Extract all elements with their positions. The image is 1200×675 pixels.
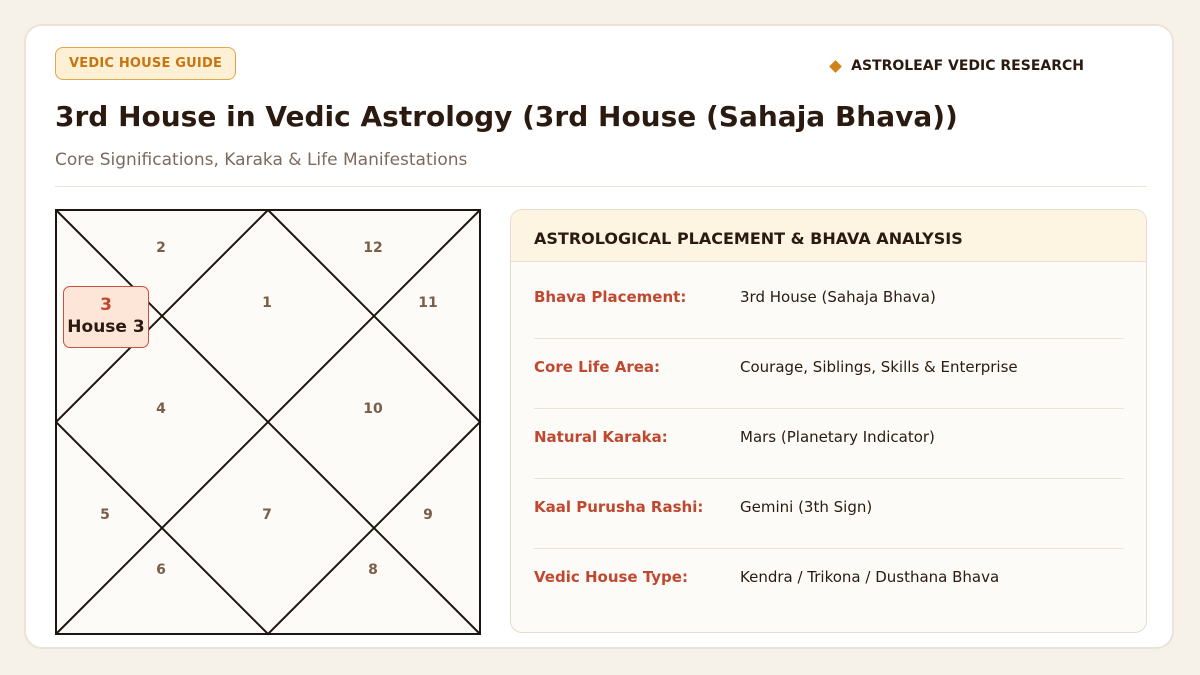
brand bbox=[831, 58, 1084, 74]
row-value: Courage, Siblings, Skills & Enterprise bbox=[740, 358, 1018, 376]
highlighted-house bbox=[63, 286, 149, 348]
row-value: Mars (Planetary Indicator) bbox=[740, 428, 935, 446]
highlighted-house-label: House 3 bbox=[67, 317, 145, 337]
house-number: 1 bbox=[262, 295, 272, 311]
row-label: Natural Karaka: bbox=[534, 428, 668, 446]
house-number: 4 bbox=[156, 401, 166, 417]
row-label: Kaal Purusha Rashi: bbox=[534, 498, 704, 516]
house-number: 12 bbox=[363, 240, 383, 256]
section-badge: VEDIC HOUSE GUIDE bbox=[55, 47, 236, 80]
row-value: Kendra / Trikona / Dusthana Bhava bbox=[740, 568, 1000, 586]
header-divider bbox=[55, 186, 1147, 187]
house-number: 8 bbox=[368, 562, 378, 578]
house-number: 10 bbox=[363, 401, 383, 417]
diamond-icon bbox=[829, 60, 842, 73]
house-number: 6 bbox=[156, 562, 166, 578]
row-label: Vedic House Type: bbox=[534, 568, 688, 586]
chart-lines bbox=[55, 209, 482, 636]
north-indian-chart bbox=[55, 209, 482, 636]
analysis-row bbox=[534, 269, 1124, 339]
analysis-row bbox=[534, 549, 1124, 619]
house-number: 7 bbox=[262, 507, 272, 523]
analysis-row bbox=[534, 479, 1124, 549]
row-label: Bhava Placement: bbox=[534, 288, 687, 306]
analysis-panel bbox=[510, 209, 1147, 633]
panel-heading: ASTROLOGICAL PLACEMENT & BHAVA ANALYSIS bbox=[511, 210, 1146, 262]
page-subtitle: Core Significations, Karaka & Life Manifestations bbox=[55, 150, 468, 170]
house-number: 9 bbox=[423, 507, 433, 523]
house-number: 5 bbox=[100, 507, 110, 523]
highlighted-house-number: 3 bbox=[100, 295, 112, 315]
guide-card bbox=[24, 24, 1174, 649]
house-number: 11 bbox=[418, 295, 438, 311]
row-value: 3rd House (Sahaja Bhava) bbox=[740, 288, 936, 306]
page-title: 3rd House in Vedic Astrology (3rd House (Sahaja Bhava)) bbox=[55, 100, 958, 133]
analysis-row bbox=[534, 339, 1124, 409]
house-number: 2 bbox=[156, 240, 166, 256]
row-value: Gemini (3th Sign) bbox=[740, 498, 873, 516]
row-label: Core Life Area: bbox=[534, 358, 661, 376]
analysis-row bbox=[534, 409, 1124, 479]
brand-name: ASTROLEAF VEDIC RESEARCH bbox=[851, 58, 1084, 74]
